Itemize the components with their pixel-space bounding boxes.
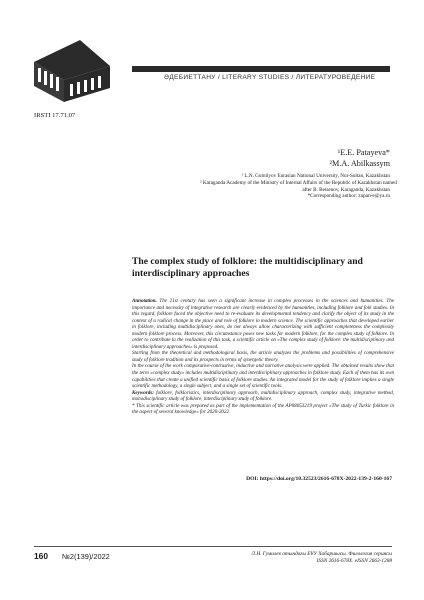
issue-number: №2(139)/2022 <box>62 552 110 561</box>
authors <box>330 147 390 169</box>
abstract <box>132 298 394 416</box>
building-logo-icon <box>14 36 150 104</box>
footer-rule <box>34 546 392 547</box>
journal-info <box>251 551 392 566</box>
affiliation-2: ² Karaganda Academy of the Ministry of Internal Affairs of the Republic of Kazakhstan named <box>200 179 397 186</box>
affiliations <box>200 173 397 200</box>
corresponding-author: *Corresponding author: zupan-e@ya.ru <box>307 193 390 200</box>
abstract-text-3: In the course of the work comparative-contrastive, inductive and narrative analysis were applied. The obtained results show that the term «complex study» includes multidisciplinary and interdisciplinary approaches in folklore study. Each of them has its own capabilities that create a unified scientific basis of folklore studies. An integrated model for the study of folklore implies a single scientific methodology, a single subject, and a single set of scientific tools. <box>132 363 394 390</box>
keywords-label: Keywords: <box>132 389 154 396</box>
abstract-text-2: Starting from the theoretical and methodological basis, the article analyzes the problems and possibilities of comprehensive study of folklore tradition and its prospects in terms of synergetic theory. <box>132 350 394 363</box>
author-1: ¹E.E. Patayeva* <box>337 148 390 157</box>
page-number: 160 <box>34 551 48 561</box>
affiliation-1: ¹ L.N. Gumilyov Eurasian National University, Nur-Sultan, Kazakhstan <box>241 173 390 179</box>
keywords-text: folklore, folkloristics, interdisciplinary approach, multidisciplinary approach, complex study, integrative method, monodisciplinary study of folklore, interdisciplinary study of folklore. <box>132 389 394 403</box>
journal-name: Л.Н. Гумилев атындағы ЕҰУ Хабаршысы. Филология сериясы <box>251 551 392 557</box>
abstract-text-1: The 21st century has seen a significant increase in complex processes in the sciences and humanities. The importance and necessity of integrative research are clearly evidenced by the humanities, including folklore and folk studies. In this regard, folklore faced the objective need to re-evaluate its developmental tendency and clarify the object of its study in the context of a radical change in the place and role of folklore in modern science. The scientific approaches that developed earlier in folklore, including multidisciplinary ones, do not always allow characterizing with sufficient completeness the complexity modern folklore process. Moreover, this circumstance poses new tasks for modern folklore, for the complex study of folklore. In order to contribute to the realization of this task, a scientific article on «The complex study of folklore: the multidisciplinary and interdisciplinary approaches» is proposed. <box>132 298 394 350</box>
affiliation-2-cont: after B. Beisenov, Karaganda, Kazakhstan <box>302 186 390 193</box>
irsti-code: IRSTI 17.71.07 <box>34 112 76 119</box>
author-2: ²M.A. Abilkassym <box>329 159 390 168</box>
article-title: The complex study of folklore: the multidisciplinary and interdisciplinary approaches <box>132 256 363 280</box>
journal-issn: ISSN 2616-678X. eISSN 2663-1288 <box>316 558 392 565</box>
doi-link[interactable]: DOI: https://doi.org/10.32523/2616-678X-2022-139-2-160-167 <box>246 476 392 482</box>
section-label: ӘДЕБИЕТТАНУ / LITERARY STUDIES / ЛИТЕРАТУРОВЕДЕНИЕ <box>164 74 376 81</box>
header-rule <box>132 66 390 72</box>
funding-note: * This scientific article was prepared as part of the implementation of the AP08053219 project «The study of Turkic folklore in the aspect of several knowledge» for 2020-2022 <box>132 402 394 416</box>
abstract-label: Annotation. <box>132 298 157 304</box>
